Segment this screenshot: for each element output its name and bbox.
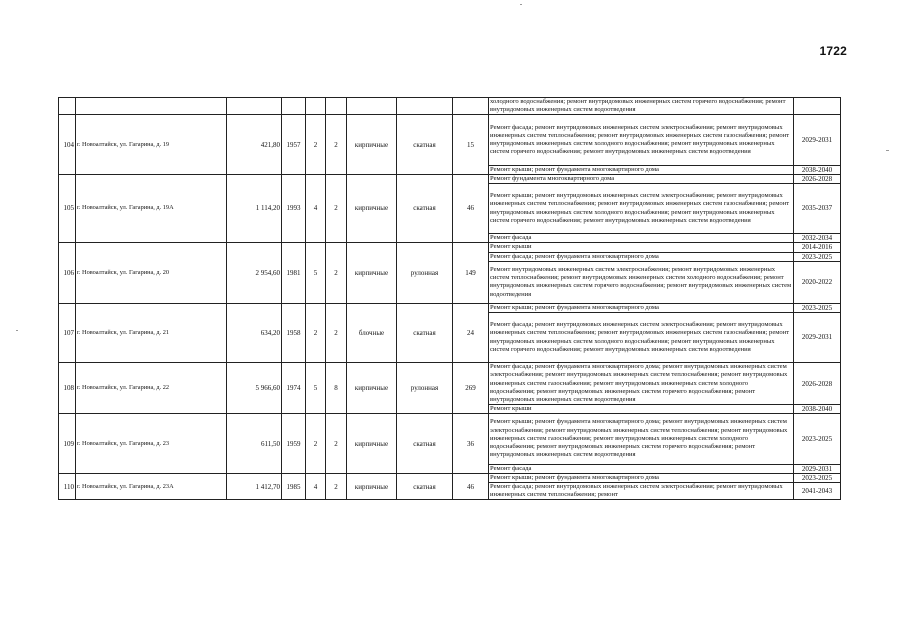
house-area: 634,20 <box>227 303 282 362</box>
roof-type: скатная <box>397 414 453 473</box>
floor-count: 2 <box>306 414 326 473</box>
floor-count: 2 <box>306 115 326 174</box>
repair-period: 2026-2028 <box>794 363 841 405</box>
house-area: 611,50 <box>227 414 282 473</box>
resident-count: 269 <box>453 363 489 414</box>
resident-count: 36 <box>453 414 489 473</box>
table-row <box>59 363 841 405</box>
scan-dot <box>886 150 889 151</box>
wall-material: кирпичные <box>347 174 397 243</box>
repair-period: 2014-2016 <box>794 243 841 252</box>
wall-material: кирпичные <box>347 414 397 473</box>
table-row <box>59 115 841 165</box>
repair-period: 2035-2037 <box>794 184 841 234</box>
entrance-count <box>326 98 347 115</box>
capital-repair-table <box>58 97 841 500</box>
repair-works: Ремонт фасада <box>489 464 794 473</box>
house-number: 109 <box>59 414 76 473</box>
repair-period: 2029-2031 <box>794 313 841 363</box>
entrance-count: 2 <box>326 243 347 303</box>
wall-material: кирпичные <box>347 363 397 414</box>
resident-count: 149 <box>453 243 489 303</box>
house-area: 421,80 <box>227 115 282 174</box>
house-address: г. Новоалтайск, ул. Гагарина, д. 22 <box>76 363 227 414</box>
floor-count: 4 <box>306 473 326 500</box>
wall-material: блочные <box>347 303 397 362</box>
floor-count <box>306 98 326 115</box>
repair-works: Ремонт крыши <box>489 405 794 414</box>
house-number: 105 <box>59 174 76 243</box>
repair-period: 2023-2025 <box>794 252 841 261</box>
repair-works: Ремонт фундамента многоквартирного дома <box>489 174 794 183</box>
floor-count: 2 <box>306 303 326 362</box>
house-number: 110 <box>59 473 76 500</box>
table-row <box>59 174 841 183</box>
build-year: 1957 <box>282 115 306 174</box>
repair-period <box>794 98 841 115</box>
repair-period: 2032-2034 <box>794 234 841 243</box>
house-address: г. Новоалтайск, ул. Гагарина, д. 21 <box>76 303 227 362</box>
page-number: 1722 <box>819 44 847 58</box>
repair-works: Ремонт фасада; ремонт фундамента многоквартирного дома; ремонт внутридомовых инженерных систем электроснабжения; ремонт внутридомовых инженерных систем теплоснабжения; ремонт внутридомовых инженерных систем газоснабжения; ремонт внутридомовых инженерных систем холодного водоснабжения; ремонт внутридомовых инженерных систем горячего водоснабжения; ремонт внутридомовых инженерных систем водоотведения <box>489 363 794 405</box>
scan-dot <box>16 330 18 331</box>
roof-type: скатная <box>397 115 453 174</box>
entrance-count: 2 <box>326 303 347 362</box>
build-year: 1981 <box>282 243 306 303</box>
repair-period: 2029-2031 <box>794 115 841 165</box>
house-number: 107 <box>59 303 76 362</box>
entrance-count: 8 <box>326 363 347 414</box>
repair-works: Ремонт фасада; ремонт внутридомовых инженерных систем электроснабжения; ремонт внутридомовых инженерных систем теплоснабжения; ремонт внутридомовых инженерных систем газоснабжения; ремонт внутридомовых инженерных систем холодного водоснабжения; ремонт внутридомовых инженерных систем горячего водоснабжения; ремонт внутридомовых инженерных систем водоотведения <box>489 313 794 363</box>
house-area: 1 114,20 <box>227 174 282 243</box>
repair-works: Ремонт фасада <box>489 234 794 243</box>
repair-period: 2038-2040 <box>794 165 841 174</box>
repair-period: 2026-2028 <box>794 174 841 183</box>
repair-period: 2023-2025 <box>794 414 841 464</box>
floor-count: 5 <box>306 363 326 414</box>
build-year: 1959 <box>282 414 306 473</box>
wall-material <box>347 98 397 115</box>
table-row <box>59 243 841 252</box>
house-area: 2 954,60 <box>227 243 282 303</box>
repair-works: Ремонт крыши; ремонт фундамента многоквартирного дома <box>489 473 794 482</box>
repair-works: холодного водоснабжения; ремонт внутридомовых инженерных систем горячего водоснабжения; ремонт внутридомовых инженерных систем водоотведения <box>489 98 794 115</box>
build-year: 1958 <box>282 303 306 362</box>
repair-period: 2023-2025 <box>794 303 841 312</box>
wall-material: кирпичные <box>347 243 397 303</box>
repair-works: Ремонт фасада; ремонт фундамента многоквартирного дома <box>489 252 794 261</box>
floor-count: 5 <box>306 243 326 303</box>
roof-type: рулонная <box>397 363 453 414</box>
roof-type: скатная <box>397 174 453 243</box>
build-year: 1974 <box>282 363 306 414</box>
house-address: г. Новоалтайск, ул. Гагарина, д. 20 <box>76 243 227 303</box>
house-number <box>59 98 76 115</box>
repair-works: Ремонт крыши; ремонт фундамента многоквартирного дома <box>489 303 794 312</box>
wall-material: кирпичные <box>347 115 397 174</box>
roof-type: рулонная <box>397 243 453 303</box>
repair-period: 2020-2022 <box>794 261 841 303</box>
house-address: г. Новоалтайск, ул. Гагарина, д. 19А <box>76 174 227 243</box>
repair-period: 2023-2025 <box>794 473 841 482</box>
house-area <box>227 98 282 115</box>
table-row <box>59 98 841 115</box>
table-row <box>59 414 841 464</box>
roof-type <box>397 98 453 115</box>
house-number: 104 <box>59 115 76 174</box>
repair-works: Ремонт крыши; ремонт внутридомовых инженерных систем электроснабжения; ремонт внутридомовых инженерных систем теплоснабжения; ремонт внутридомовых инженерных систем газоснабжения; ремонт внутридомовых инженерных систем холодного водоснабжения; ремонт внутридомовых инженерных систем горячего водоснабжения; ремонт внутридомовых инженерных систем водоотведения <box>489 184 794 234</box>
entrance-count: 2 <box>326 115 347 174</box>
repair-works: Ремонт крыши <box>489 243 794 252</box>
repair-works: Ремонт крыши; ремонт фундамента многоквартирного дома; ремонт внутридомовых инженерных систем электроснабжения; ремонт внутридомовых инженерных систем теплоснабжения; ремонт внутридомовых инженерных систем газоснабжения; ремонт внутридомовых инженерных систем холодного водоснабжения; ремонт внутридомовых инженерных систем горячего водоснабжения; ремонт внутридомовых инженерных систем водоотведения <box>489 414 794 464</box>
house-address: г. Новоалтайск, ул. Гагарина, д. 23 <box>76 414 227 473</box>
build-year: 1985 <box>282 473 306 500</box>
resident-count: 46 <box>453 473 489 500</box>
house-number: 108 <box>59 363 76 414</box>
house-address: г. Новоалтайск, ул. Гагарина, д. 19 <box>76 115 227 174</box>
wall-material: кирпичные <box>347 473 397 500</box>
resident-count: 46 <box>453 174 489 243</box>
roof-type: скатная <box>397 473 453 500</box>
repair-period: 2029-2031 <box>794 464 841 473</box>
roof-type: скатная <box>397 303 453 362</box>
house-address <box>76 98 227 115</box>
entrance-count: 2 <box>326 174 347 243</box>
house-area: 1 412,70 <box>227 473 282 500</box>
repair-works: Ремонт фасада; ремонт внутридомовых инженерных систем электроснабжения; ремонт внутридомовых инженерных систем теплоснабжения; ремонт внутридомовых инженерных систем газоснабжения; ремонт внутридомовых инженерных систем холодного водоснабжения; ремонт внутридомовых инженерных систем горячего водоснабжения; ремонт внутридомовых инженерных систем водоотведения <box>489 115 794 165</box>
repair-period: 2038-2040 <box>794 405 841 414</box>
repair-works: Ремонт внутридомовых инженерных систем электроснабжения; ремонт внутридомовых инженерных систем теплоснабжения; ремонт внутридомовых инженерных систем холодного водоснабжения; ремонт внутридомовых инженерных систем горячего водоснабжения; ремонт внутридомовых инженерных систем водоотведения <box>489 261 794 303</box>
resident-count <box>453 98 489 115</box>
repair-works: Ремонт фасада; ремонт внутридомовых инженерных систем электроснабжения; ремонт внутридомовых инженерных систем теплоснабжения; ремонт <box>489 483 794 500</box>
house-area: 5 966,60 <box>227 363 282 414</box>
build-year: 1993 <box>282 174 306 243</box>
table-row <box>59 473 841 482</box>
repair-works: Ремонт крыши; ремонт фундамента многоквартирного дома <box>489 165 794 174</box>
entrance-count: 2 <box>326 473 347 500</box>
table-row <box>59 303 841 312</box>
resident-count: 24 <box>453 303 489 362</box>
house-address: г. Новоалтайск, ул. Гагарина, д. 23А <box>76 473 227 500</box>
repair-period: 2041-2043 <box>794 483 841 500</box>
house-number: 106 <box>59 243 76 303</box>
entrance-count: 2 <box>326 414 347 473</box>
resident-count: 15 <box>453 115 489 174</box>
build-year <box>282 98 306 115</box>
scan-dot <box>520 4 522 5</box>
floor-count: 4 <box>306 174 326 243</box>
